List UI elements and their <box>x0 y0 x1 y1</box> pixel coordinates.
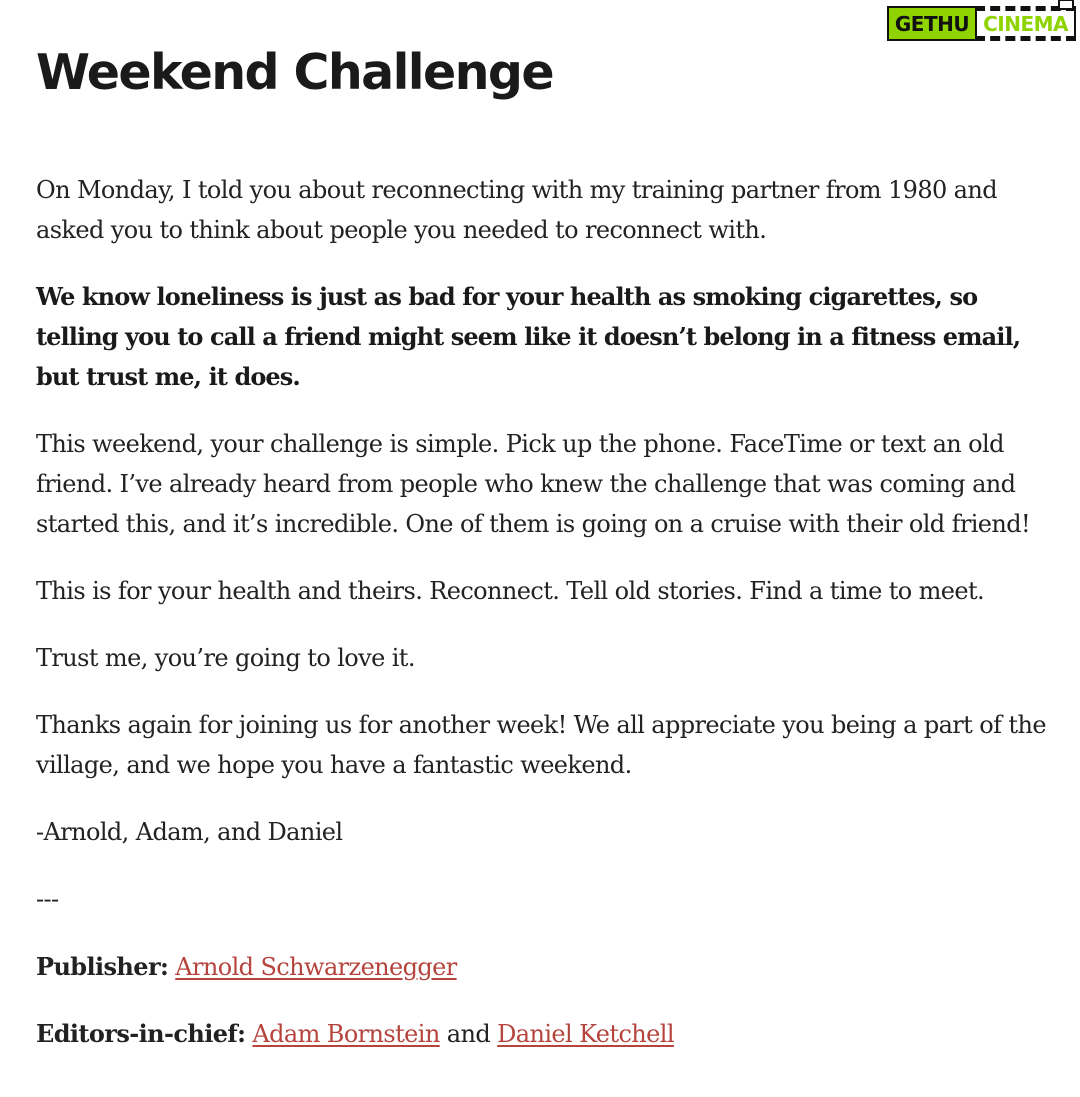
editors-label: Editors-in-chief: <box>36 1019 246 1048</box>
watermark-logo <box>887 6 1076 41</box>
paragraph-loneliness: We know loneliness is just as bad for your health as smoking cigarettes, so telling you to call a friend might seem like it doesn’t belong in a fitness email, but trust me, it does. <box>36 282 1021 391</box>
paragraph-health: This is for your health and theirs. Reconnect. Tell old stories. Find a time to meet. <box>36 577 985 605</box>
camera-icon <box>1058 0 1074 10</box>
editor-link-daniel[interactable]: Daniel Ketchell <box>497 1020 674 1048</box>
editor-link-adam[interactable]: Adam Bornstein <box>252 1020 440 1048</box>
article-body <box>36 170 1060 1081</box>
paragraph-intro: On Monday, I told you about reconnecting with my training partner from 1980 and asked you to think about people you needed to reconnect with. <box>36 176 998 244</box>
editors-conjunction: and <box>446 1020 491 1048</box>
paragraph-thanks: Thanks again for joining us for another week! We all appreciate you being a part of the village, and we hope you have a fantastic weekend. <box>36 711 1046 779</box>
separator: --- <box>36 885 59 913</box>
editors-line <box>36 1014 1060 1054</box>
page-title: Weekend Challenge <box>36 44 554 101</box>
watermark-right-text: CINEMA <box>975 6 1076 41</box>
paragraph-challenge: This weekend, your challenge is simple. Pick up the phone. FaceTime or text an old friend. I’ve already heard from people who knew the challenge that was coming and started this, and it’s incredible. One of them is going on a cruise with their old friend! <box>36 430 1031 538</box>
publisher-label: Publisher: <box>36 952 169 981</box>
watermark-left-text: GETHU <box>887 6 975 41</box>
paragraph-trust: Trust me, you’re going to love it. <box>36 644 415 672</box>
signature: -Arnold, Adam, and Daniel <box>36 818 343 846</box>
publisher-link[interactable]: Arnold Schwarzenegger <box>175 953 457 981</box>
publisher-line <box>36 947 1060 987</box>
